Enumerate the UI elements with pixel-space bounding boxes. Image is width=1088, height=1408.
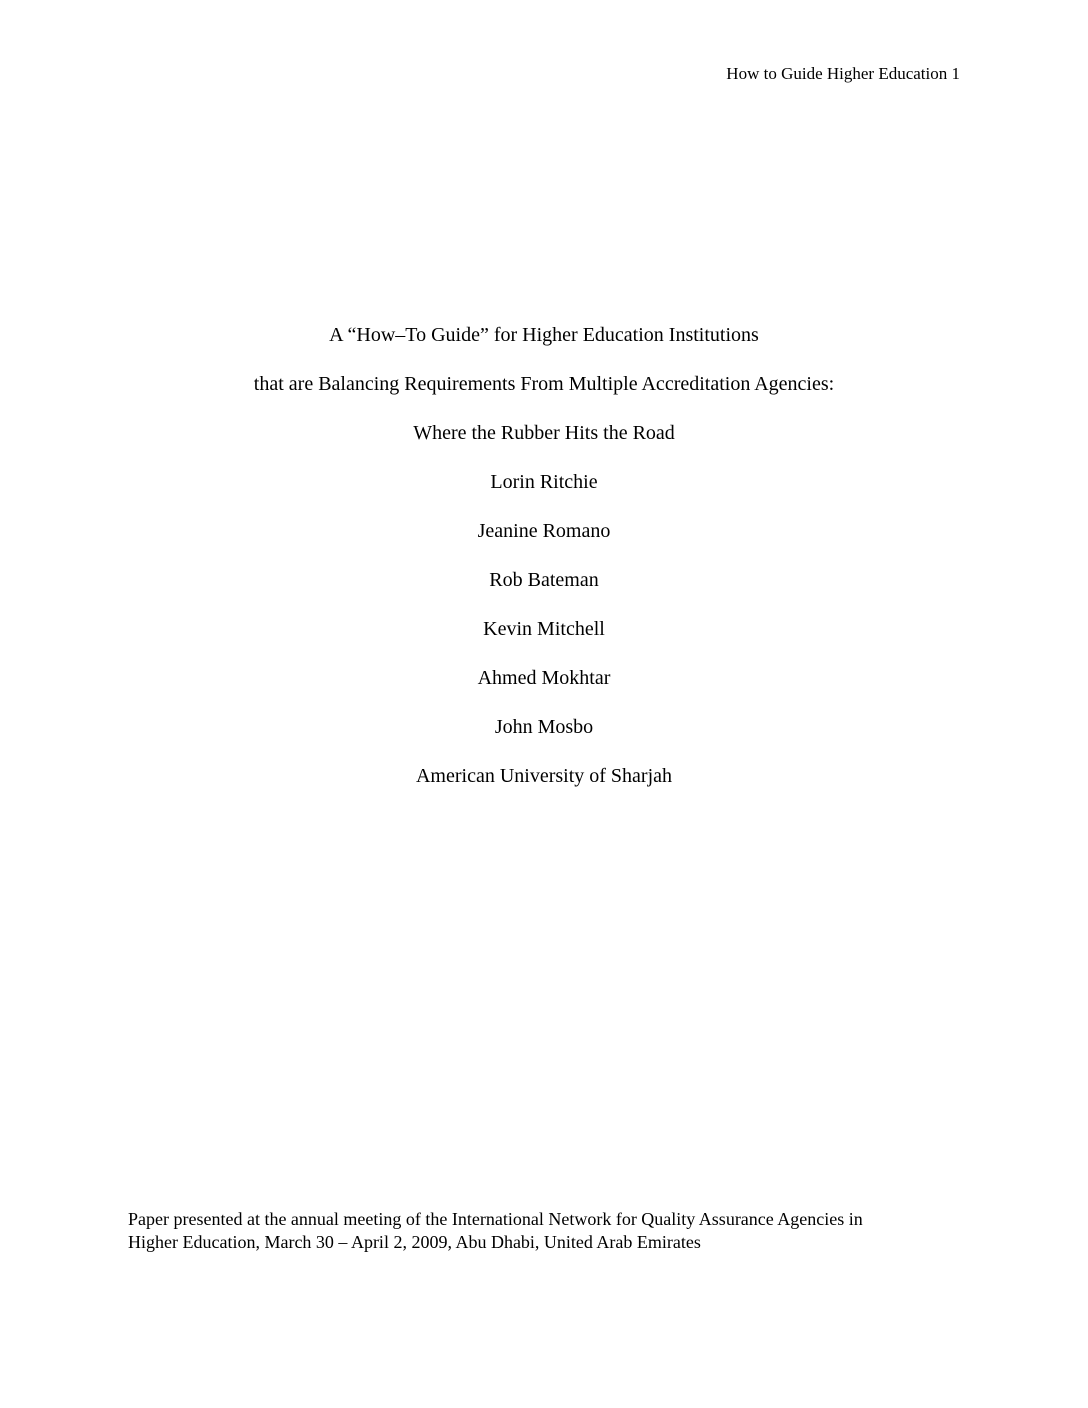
author-name: Lorin Ritchie [490,471,598,493]
author-name: Ahmed Mokhtar [477,667,611,689]
title-line-3: Where the Rubber Hits the Road [413,422,675,444]
author-name: Rob Bateman [489,569,599,591]
title-line-2: that are Balancing Requirements From Multiple Accreditation Agencies: [253,373,835,395]
running-head: How to Guide Higher Education 1 [726,64,960,83]
affiliation: American University of Sharjah [415,765,673,787]
title-block [0,323,1088,813]
presentation-note [128,1208,968,1254]
author-name: Kevin Mitchell [483,618,605,640]
title-line-1: A “How–To Guide” for Higher Education Institutions [329,324,759,346]
presentation-note-line-2: Higher Education, March 30 – April 2, 2009, Abu Dhabi, United Arab Emirates [128,1232,701,1252]
presentation-note-line-1: Paper presented at the annual meeting of the International Network for Quality Assurance Agencies in [128,1209,863,1229]
author-name: Jeanine Romano [477,520,611,542]
author-name: John Mosbo [494,716,594,738]
